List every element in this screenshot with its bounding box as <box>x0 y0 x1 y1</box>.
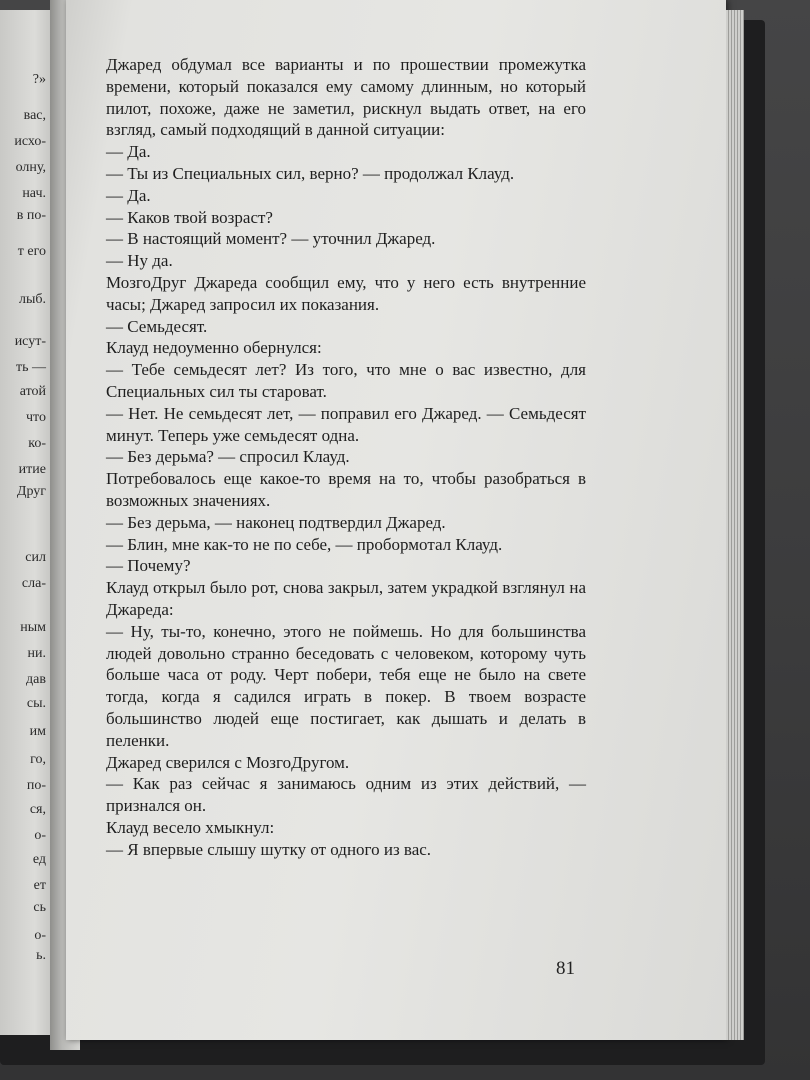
left-page-fragment: ть — <box>15 360 46 375</box>
left-page-fragment: ным <box>20 620 46 635</box>
left-page-fragment: ед <box>32 852 46 867</box>
left-page-fragment: го, <box>30 752 46 767</box>
page-body-text <box>106 54 586 860</box>
left-page-fragment: по- <box>26 778 46 793</box>
paragraph: Джаред сверился с МозгоДругом. <box>106 752 350 772</box>
left-page-fragment: им <box>29 724 46 739</box>
paragraph: — Тебе семьдесят лет? Из того, что мне о вас известно, для Специальных сил ты старoват. <box>106 360 586 401</box>
paragraph: — Я впервые слышу шутку от одного из вас. <box>106 839 432 859</box>
left-page-fragment: Друг <box>16 484 46 499</box>
paragraph: МозгоДруг Джареда сообщил ему, что у него есть внутренние часы; Джаред запросил их показания. <box>106 272 586 314</box>
left-page-fragment: ко- <box>28 436 46 451</box>
paragraph: Клауд открыл было рот, снова закрыл, затем украдкой взглянул на Джареда: <box>106 578 586 619</box>
paragraph: — Да. <box>106 142 151 162</box>
left-page-fragment: итие <box>18 462 46 477</box>
left-page-fragment: ся, <box>29 802 46 817</box>
paragraph: — Каков твой возраст? <box>106 207 273 227</box>
left-page-fragment: сил <box>25 550 46 565</box>
left-page-fragment: ?» <box>32 72 46 87</box>
left-page-fragment: сь <box>33 900 46 915</box>
left-page-fragment: о- <box>34 828 46 843</box>
paragraph: — Нет. Не семьдесят лет, — поправил его Джаред. — Семьдесят минут. Теперь уже семьдесят одна. <box>106 403 586 445</box>
left-page-fragment: т его <box>17 244 46 259</box>
paragraph: — Ты из Специальных сил, верно? — продолжал Клауд. <box>106 163 515 183</box>
left-page-fragment: исут- <box>14 334 46 349</box>
paragraph: — Ну да. <box>106 251 173 271</box>
paragraph: — Без дерьма, — наконец подтвердил Джаред. <box>106 512 446 532</box>
left-page-fragment: что <box>26 410 46 425</box>
left-page-fragment: сла- <box>21 576 46 591</box>
left-page-fragment: дав <box>26 672 46 687</box>
paragraph: — Семьдесят. <box>106 316 208 336</box>
paragraph: — Почему? <box>106 556 191 576</box>
paragraph: — В настоящий момент? — уточнил Джаред. <box>106 229 436 249</box>
left-page-fragment: сы. <box>26 696 46 711</box>
left-page-fragment: ь. <box>36 948 46 963</box>
left-page-fragment: в по- <box>16 208 46 223</box>
paragraph: Джаред обдумал все варианты и по прошествии промежутка времени, который показался ему самому длинным, но который пилот, похоже, даже не заметил, рискнул выдать ответ, на его взгляд, самый подходящий в данной ситуации: <box>106 55 586 140</box>
left-page-fragment: атой <box>19 384 46 399</box>
left-page-fragment: исхо- <box>14 134 46 149</box>
left-page-fragment: олну, <box>15 160 46 175</box>
paragraph: — Блин, мне как-то не по себе, — пробормотал Клауд. <box>106 534 503 554</box>
left-page-fragment: ет <box>33 878 46 893</box>
left-page-fragment: вас, <box>23 108 46 123</box>
page-number: 81 <box>556 958 575 979</box>
paragraph: Клауд весело хмыкнул: <box>106 817 275 837</box>
left-page-fragment: ни. <box>27 646 46 661</box>
paragraph: — Как раз сейчас я занимаюсь одним из этих действий, — признался он. <box>106 774 586 816</box>
paragraph: — Ну, ты-то, конечно, этого не поймешь. Но для большинства людей довольно странно беседовать с человеком, которому чуть больше часа от роду. Черт побери, тебя еще не было на свете тогда, когда я садился играть в покер. В твоем возрасте большинство людей еще постигает, как дышать и делать в пеленки. <box>106 621 586 750</box>
left-page-fragment: лыб. <box>18 292 46 307</box>
paragraph: Клауд недоуменно обернулся: <box>106 338 322 358</box>
paragraph: — Без дерьма? — спросил Клауд. <box>106 447 350 467</box>
page-edges <box>726 10 744 1040</box>
left-page-fragment: нач. <box>22 186 46 201</box>
paragraph: Потребовалось еще какое-то время на то, чтобы разобраться в возможных значениях. <box>106 469 586 510</box>
paragraph: — Да. <box>106 185 151 205</box>
left-page-fragment: о- <box>34 928 46 943</box>
